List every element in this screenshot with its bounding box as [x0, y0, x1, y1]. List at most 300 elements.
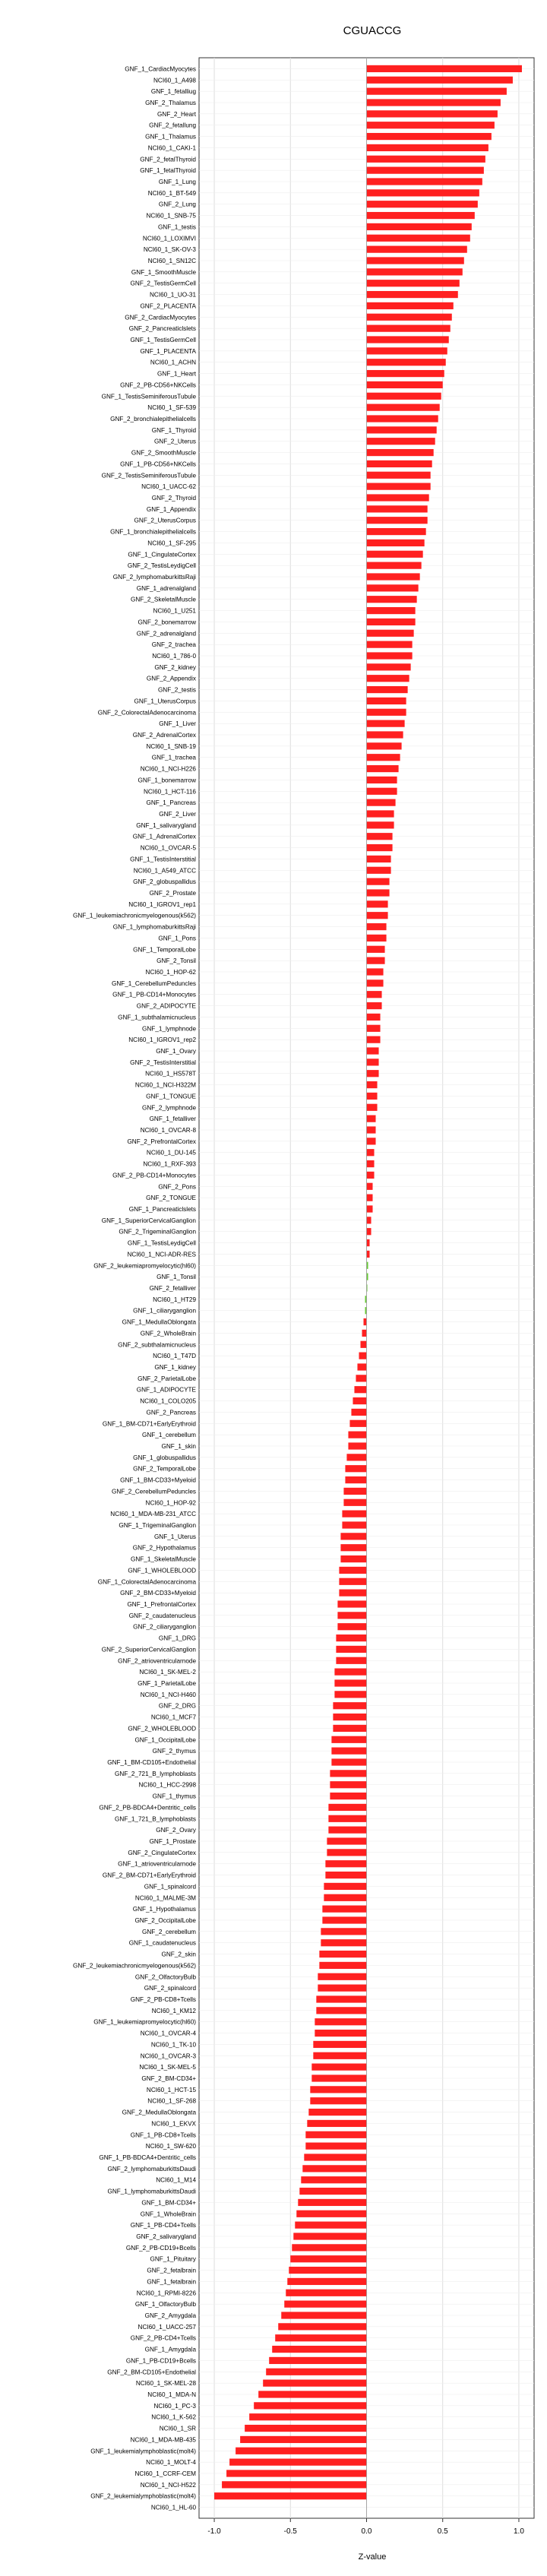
- bar: [324, 1883, 366, 1890]
- category-label: NCI60_1_SK-MEL-5: [139, 2064, 196, 2071]
- bar: [351, 1409, 366, 1416]
- bar: [275, 2334, 366, 2341]
- bar: [281, 2312, 366, 2318]
- bar: [367, 573, 420, 580]
- category-label: GNF_2_TestisGermCell: [130, 280, 196, 287]
- bar: [254, 2402, 366, 2409]
- category-label: GNF_2_CingulateCortex: [128, 1849, 196, 1856]
- category-label: GNF_1_AdrenalCortex: [132, 833, 196, 840]
- bar: [345, 1476, 366, 1483]
- category-label: NCI60_1_NCI-H460: [140, 1691, 196, 1698]
- x-tick-label: 0.0: [361, 2527, 372, 2536]
- bar: [367, 314, 452, 321]
- bar: [367, 900, 388, 907]
- bar: [367, 291, 458, 298]
- bar: [316, 1995, 366, 2002]
- category-label: GNF_2_SkeletalMuscle: [130, 596, 196, 603]
- bar: [367, 1149, 375, 1156]
- bar: [367, 449, 434, 456]
- category-label: GNF_1_fetalliug: [150, 88, 196, 96]
- bar: [342, 1521, 366, 1528]
- bar: [367, 517, 428, 524]
- bar: [334, 1669, 366, 1676]
- bar: [292, 2244, 366, 2251]
- category-label: GNF_1_leukemialymphoblastic(molt4): [90, 2448, 196, 2455]
- bar: [331, 1758, 366, 1765]
- category-label: GNF_2_fetallung: [149, 122, 196, 129]
- bar: [367, 212, 475, 219]
- x-axis-label: Z-value: [358, 2552, 387, 2562]
- bar: [367, 709, 406, 716]
- category-label: GNF_1_fetalliver: [149, 1116, 196, 1123]
- bar: [236, 2448, 366, 2454]
- category-label: GNF_2_BM-CD105+Endothelial: [107, 2369, 196, 2376]
- category-label: GNF_2_subthalamicnucleus: [118, 1341, 196, 1349]
- category-label: NCI60_1_HCT-15: [146, 2086, 196, 2093]
- bar: [367, 675, 409, 682]
- bar: [315, 2030, 366, 2036]
- bar: [348, 1432, 366, 1438]
- category-label: NCI60_1_HOP-92: [145, 1499, 196, 1507]
- bar: [302, 2165, 366, 2172]
- bar: [324, 1894, 366, 1901]
- bar: [367, 821, 394, 828]
- bar: [354, 1386, 366, 1393]
- category-label: NCI60_1_CAKI-1: [147, 144, 196, 152]
- bar: [311, 2064, 366, 2071]
- category-label: NCI60_1_COLO205: [140, 1397, 196, 1405]
- category-label: NCI60_1_HS578T: [145, 1070, 196, 1078]
- category-label: NCI60_1_NCI-H522: [140, 2481, 196, 2489]
- bar: [229, 2459, 366, 2466]
- category-label: NCI60_1_ACHN: [150, 359, 196, 366]
- category-label: GNF_1_OlfactoryBulb: [134, 2301, 196, 2309]
- bar: [340, 1555, 366, 1562]
- bar: [367, 460, 432, 467]
- category-label: GNF_1_TONGUE: [146, 1093, 196, 1100]
- category-label: GNF_1_WHOLEBLOOD: [128, 1567, 196, 1574]
- bar: [367, 505, 428, 512]
- category-label: GNF_2_TONGUE: [146, 1195, 196, 1202]
- bar: [367, 336, 449, 343]
- category-label: GNF_1_globuspallidus: [133, 1454, 196, 1461]
- bar: [367, 1172, 375, 1179]
- bar: [339, 1590, 366, 1597]
- category-label: GNF_2_PB-CD19+Bcells: [125, 2244, 196, 2252]
- category-label: GNF_1_ciliaryganglion: [133, 1307, 196, 1315]
- bar: [240, 2436, 366, 2443]
- bar: [337, 1612, 366, 1619]
- category-label: GNF_2_PB-CD8+Tcells: [130, 1996, 196, 2003]
- category-label: GNF_2_WHOLEBLOOD: [128, 1725, 196, 1733]
- category-label: GNF_1_Heart: [157, 370, 196, 378]
- bar: [330, 1781, 366, 1788]
- bar: [367, 1070, 379, 1077]
- category-label: NCI60_1_HCC-2998: [138, 1781, 196, 1789]
- bar: [367, 540, 425, 546]
- bar: [328, 1827, 366, 1834]
- category-label: GNF_1_PLACENTA: [140, 347, 196, 355]
- category-label: GNF_2_Amygdala: [144, 2312, 196, 2319]
- category-label: GNF_1_PB-CD4+Tcells: [130, 2222, 196, 2229]
- bar: [245, 2425, 366, 2432]
- bar: [367, 596, 417, 603]
- category-label: GNF_1_TestisSeminiferousTubule: [101, 393, 196, 400]
- category-label: GNF_1_lymphomaburkittsRaji: [112, 923, 196, 931]
- category-label: GNF_2_fetalliver: [149, 1285, 196, 1292]
- category-label: NCI60_1_SNB-75: [146, 212, 196, 220]
- category-label: GNF_2_PB-BDCA4+Dentritic_cells: [99, 1804, 196, 1812]
- category-label: NCI60_1_UACC-257: [138, 2323, 196, 2331]
- bar: [313, 2052, 366, 2059]
- bar: [319, 1962, 366, 1969]
- bar: [367, 77, 513, 84]
- category-label: GNF_1_TestisGermCell: [130, 337, 196, 343]
- bar: [367, 1104, 378, 1111]
- category-label: GNF_1_Pons: [158, 935, 196, 942]
- category-label: NCI60_1_SF-295: [147, 540, 196, 547]
- category-label: GNF_2_TestisInterstitial: [130, 1059, 196, 1066]
- bar: [367, 957, 385, 964]
- category-label: GNF_2_lymphomaburkittsRaji: [112, 574, 196, 581]
- bar: [367, 494, 429, 501]
- category-label: GNF_1_leukemiapromyelocytic(hl60): [93, 2018, 196, 2026]
- bar: [367, 178, 482, 185]
- bar: [367, 1160, 375, 1167]
- bar: [340, 1533, 366, 1540]
- bar: [367, 686, 408, 693]
- bar: [353, 1397, 366, 1404]
- category-label: GNF_2_PLACENTA: [140, 302, 196, 310]
- bar: [367, 201, 478, 207]
- bar: [367, 551, 423, 558]
- bar: [321, 1928, 366, 1935]
- category-label: NCI60_1_NCI-H322M: [134, 1081, 196, 1089]
- bar: [367, 472, 431, 479]
- category-label: GNF_2_Tonsil: [157, 957, 196, 965]
- bar: [367, 889, 390, 896]
- bar: [367, 641, 413, 648]
- bar: [272, 2346, 366, 2353]
- bar: [367, 325, 451, 332]
- category-label: GNF_1_skin: [161, 1443, 196, 1450]
- category-label: NCI60_1_T47D: [153, 1353, 196, 1360]
- bar: [367, 742, 402, 749]
- category-label: GNF_1_ParietalLobe: [138, 1680, 196, 1687]
- category-label: GNF_1_spinalcord: [144, 1883, 196, 1891]
- bar: [367, 88, 507, 95]
- bar: [367, 1014, 381, 1021]
- bar: [367, 393, 441, 400]
- bar: [367, 856, 391, 862]
- bar: [293, 2233, 366, 2239]
- category-label: GNF_1_PB-CD56+NKCells: [120, 460, 196, 468]
- category-label: GNF_1_Pancreas: [146, 799, 196, 807]
- category-label: GNF_2_BM-CD71+EarlyErythroid: [102, 1872, 196, 1879]
- category-label: NCI60_1_MOLT-4: [146, 2459, 196, 2467]
- bar: [367, 935, 387, 941]
- category-label: GNF_1_bronchialepithelialcells: [110, 528, 196, 536]
- category-label: GNF_2_trachea: [151, 641, 196, 649]
- bar: [321, 1939, 366, 1946]
- bar: [367, 652, 413, 659]
- category-label: NCI60_1_TK-10: [150, 2041, 196, 2049]
- category-label: GNF_2_adrenalgland: [136, 630, 196, 638]
- bar: [298, 2199, 366, 2206]
- category-label: NCI60_1_OVCAR-5: [140, 844, 196, 852]
- category-label: GNF_1_Ovary: [156, 1048, 196, 1055]
- category-label: GNF_1_PrefrontalCortex: [127, 1601, 196, 1608]
- category-label: GNF_1_BM-CD105+Endothelial: [107, 1759, 196, 1766]
- category-label: GNF_1_ColorectalAdenocarcinoma: [97, 1578, 196, 1586]
- category-label: GNF_1_Amygdala: [144, 2346, 196, 2353]
- bar: [367, 968, 384, 975]
- category-label: NCI60_1_SNB-19: [146, 742, 196, 750]
- bar: [349, 1420, 366, 1427]
- bar: [367, 144, 489, 151]
- category-label: GNF_1_Tonsil: [157, 1274, 196, 1281]
- category-label: GNF_2_Uterus: [153, 438, 196, 445]
- category-label: GNF_2_MedullaOblongata: [122, 2109, 196, 2116]
- category-label: GNF_1_MedullaOblongata: [122, 1318, 196, 1326]
- category-label: GNF_1_salivarygland: [136, 821, 196, 829]
- category-label: GNF_1_caudatenucleus: [128, 1939, 196, 1947]
- category-label: GNF_2_TestisLeydigCell: [127, 562, 196, 570]
- bar: [367, 619, 416, 625]
- bar: [367, 347, 447, 354]
- bar: [310, 2097, 366, 2104]
- category-label: NCI60_1_NCI-ADR-RES: [127, 1251, 196, 1258]
- bar: [367, 979, 384, 986]
- bar: [287, 2278, 366, 2285]
- category-label: NCI60_1_RPMI-8226: [136, 2290, 196, 2297]
- bar: [367, 381, 443, 388]
- bar: [333, 1725, 366, 1732]
- bar: [367, 867, 391, 874]
- category-label: NCI60_1_SF-539: [147, 404, 196, 412]
- category-label: GNF_2_PB-CD4+Tcells: [130, 2334, 196, 2342]
- x-tick-label: -0.5: [283, 2527, 297, 2536]
- bar: [308, 2109, 366, 2116]
- category-label: GNF_2_Appendix: [146, 675, 196, 682]
- bar: [278, 2323, 366, 2330]
- bar: [367, 133, 492, 140]
- category-label: NCI60_1_BT-549: [147, 189, 196, 197]
- category-label: GNF_2_ColorectalAdenocarcinoma: [97, 709, 196, 717]
- category-label: GNF_1_SmoothMuscle: [131, 268, 196, 276]
- category-label: GNF_2_globuspallidus: [133, 878, 196, 886]
- bar: [336, 1657, 366, 1664]
- category-label: GNF_2_Pancreas: [146, 1409, 196, 1416]
- bar: [367, 754, 400, 761]
- category-label: GNF_1_lymphomaburkittsDaudi: [107, 2188, 196, 2195]
- bar: [342, 1511, 366, 1517]
- category-label: NCI60_1_OVCAR-8: [140, 1127, 196, 1134]
- bar: [334, 1679, 366, 1686]
- bar: [304, 2154, 366, 2160]
- category-label: GNF_2_atrioventricularnode: [118, 1657, 196, 1665]
- category-label: NCI60_1_IGROV1_rep1: [128, 900, 196, 908]
- chart-title: CGUACCG: [343, 24, 402, 37]
- bar: [222, 2481, 366, 2488]
- bar: [296, 2210, 366, 2217]
- bar: [315, 2018, 366, 2025]
- bar: [367, 663, 411, 670]
- bar: [367, 844, 393, 851]
- bar: [367, 1228, 372, 1235]
- bar: [330, 1793, 366, 1799]
- category-label: GNF_2_PB-CD56+NKCells: [120, 381, 196, 389]
- category-label: GNF_1_thymus: [152, 1793, 196, 1800]
- category-label: GNF_2_Pancreaticlslets: [128, 325, 196, 333]
- category-label: GNF_2_bonemarrow: [138, 619, 196, 626]
- category-label: NCI60_1_MALME-3M: [134, 1894, 196, 1902]
- category-label: GNF_2_Pons: [158, 1183, 196, 1191]
- category-label: GNF_2_BM-CD34+: [141, 2075, 196, 2082]
- bar: [331, 1748, 366, 1755]
- category-label: GNF_1_PB-CD19+Bcells: [125, 2357, 196, 2365]
- bar: [367, 698, 406, 704]
- bar: [367, 404, 440, 411]
- category-label: GNF_2_BM-CD33+Myeloid: [120, 1590, 196, 1597]
- category-label: GNF_1_TrigeminalGanglion: [119, 1522, 196, 1529]
- category-label: GNF_2_AdrenalCortex: [132, 732, 196, 739]
- category-label: GNF_1_TestisLeydigCell: [127, 1239, 196, 1247]
- category-label: GNF_2_kidney: [154, 663, 196, 671]
- category-label: GNF_2_Prostate: [149, 890, 196, 897]
- bar: [313, 2041, 366, 2048]
- category-label: GNF_2_TestisSeminiferousTubule: [101, 472, 196, 479]
- category-label: GNF_1_CingulateCortex: [128, 551, 196, 559]
- bar: [367, 235, 470, 242]
- bar: [331, 1736, 366, 1743]
- bar: [367, 799, 396, 806]
- bar: [348, 1442, 366, 1449]
- bar: [367, 1217, 372, 1223]
- category-label: GNF_1_fetalThyroid: [140, 167, 196, 175]
- bar: [269, 2357, 366, 2364]
- category-label: GNF_2_Thyroid: [151, 495, 196, 502]
- category-label: GNF_1_SkeletalMuscle: [130, 1555, 196, 1563]
- bar: [367, 257, 464, 264]
- category-label: GNF_2_CardiacMyocytes: [125, 314, 196, 321]
- bar: [305, 2131, 366, 2138]
- bar: [367, 1116, 376, 1122]
- bar: [367, 788, 397, 795]
- category-label: GNF_1_721_B_lymphoblasts: [115, 1815, 196, 1823]
- bar: [343, 1488, 366, 1495]
- category-label: GNF_1_BM-CD34+: [141, 2199, 196, 2207]
- category-label: GNF_2_lymphomaburkittsDaudi: [107, 2165, 196, 2173]
- bar: [310, 2086, 366, 2093]
- bar: [334, 1691, 366, 1698]
- bar: [337, 1600, 366, 1607]
- category-label: NCI60_1_UACC-62: [141, 483, 196, 491]
- bar: [367, 1002, 382, 1009]
- category-label: GNF_1_PB-CD8+Tcells: [130, 2131, 196, 2139]
- bar: [343, 1499, 366, 1506]
- bar: [316, 2007, 366, 2014]
- category-label: GNF_1_OccipitalLobe: [134, 1736, 196, 1744]
- category-label: GNF_2_Heart: [157, 110, 196, 118]
- bar: [258, 2391, 366, 2397]
- category-label: GNF_2_salivarygland: [136, 2233, 196, 2240]
- category-label: GNF_2_fetalThyroid: [140, 156, 196, 163]
- category-label: GNF_1_Prostate: [149, 1838, 196, 1845]
- category-label: GNF_2_DRG: [158, 1702, 196, 1710]
- bar: [359, 1353, 366, 1359]
- category-label: GNF_1_Appendix: [146, 505, 196, 513]
- bar: [328, 1815, 366, 1822]
- bar: [367, 731, 403, 738]
- bar: [367, 483, 431, 490]
- bar: [367, 359, 446, 366]
- bar: [367, 878, 390, 885]
- bar: [340, 1544, 366, 1551]
- category-label: GNF_2_Ovary: [156, 1827, 196, 1834]
- bar: [367, 167, 484, 174]
- bar: [301, 2176, 366, 2183]
- category-label: GNF_2_ciliaryganglion: [133, 1623, 196, 1631]
- category-label: GNF_1_CardiacMyocytes: [125, 65, 196, 73]
- bar: [328, 1804, 366, 1811]
- bar: [263, 2380, 366, 2387]
- bar: [367, 280, 460, 286]
- category-label: GNF_1_Thyroid: [151, 426, 196, 434]
- category-label: GNF_2_testis: [157, 686, 196, 694]
- bar: [367, 584, 419, 591]
- bar: [367, 607, 416, 614]
- category-label: NCI60_1_HCT-116: [143, 788, 196, 796]
- bar: [319, 1951, 366, 1957]
- category-label: GNF_1_CerebellumPeduncles: [111, 979, 196, 987]
- category-label: NCI60_1_SK-OV-3: [143, 246, 196, 254]
- bar: [356, 1375, 366, 1381]
- bar: [367, 110, 498, 117]
- category-label: GNF_1_bonemarrow: [138, 777, 196, 784]
- bar: [367, 1025, 381, 1032]
- category-label: GNF_2_SmoothMuscle: [131, 449, 196, 457]
- bar: [367, 923, 387, 930]
- bar: [307, 2120, 366, 2127]
- category-label: GNF_2_thymus: [152, 1748, 196, 1755]
- category-label: GNF_2_ParietalLobe: [138, 1375, 196, 1382]
- category-label: GNF_2_PB-CD14+Monocytes: [112, 1172, 196, 1179]
- bar: [367, 765, 399, 772]
- category-label: GNF_2_caudatenucleus: [128, 1612, 196, 1619]
- category-label: GNF_1_adrenalgland: [136, 584, 196, 592]
- bar: [367, 1195, 373, 1201]
- category-label: GNF_1_Thalamus: [145, 133, 196, 141]
- bar: [337, 1623, 366, 1630]
- category-label: NCI60_1_A549_ATCC: [133, 867, 196, 875]
- bar: [367, 810, 394, 817]
- category-label: NCI60_1_HT29: [153, 1296, 196, 1303]
- bar: [367, 1138, 376, 1144]
- bar: [266, 2369, 366, 2375]
- bar: [299, 2188, 366, 2195]
- category-label: GNF_2_Lung: [158, 201, 196, 208]
- category-label: GNF_1_trachea: [151, 754, 196, 761]
- category-label: GNF_2_cerebellum: [142, 1928, 196, 1935]
- category-label: GNF_2_Thalamus: [145, 100, 196, 106]
- bar: [367, 65, 522, 72]
- bar: [226, 2470, 366, 2476]
- bar: [330, 1770, 366, 1777]
- bar: [367, 1239, 370, 1246]
- x-tick-label: 0.5: [437, 2527, 448, 2536]
- bar: [333, 1714, 366, 1720]
